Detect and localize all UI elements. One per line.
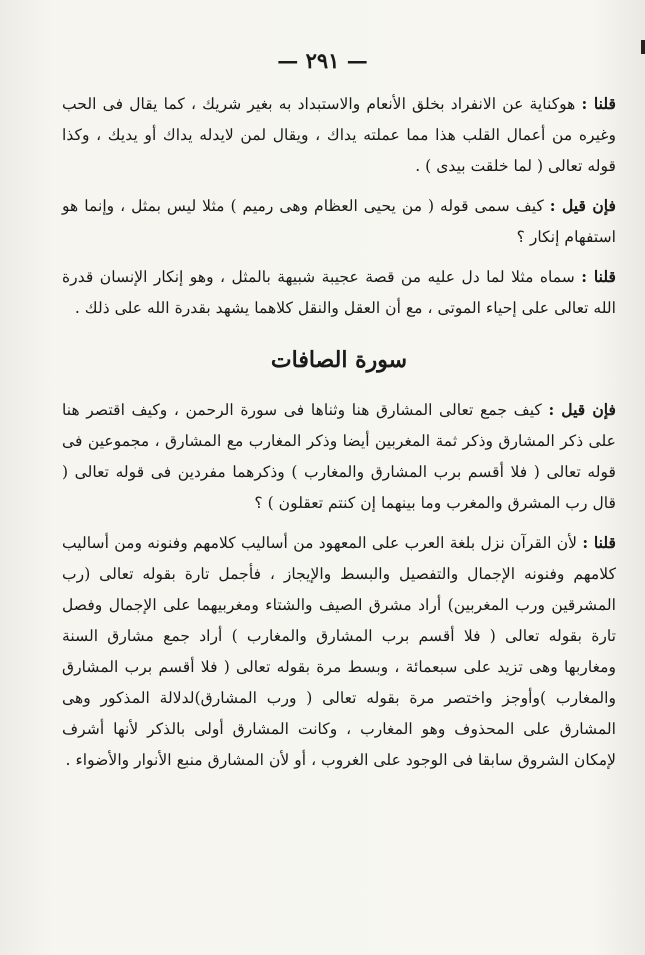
paragraph	[62, 527, 616, 776]
page-number: — ٢٩١ —	[277, 48, 368, 73]
paragraph-lead: فإن قيل :	[548, 400, 616, 419]
paragraph-text: لأن القرآن نزل بلغة العرب على المعهود من أساليب كلامهم وفنونه ومن أساليب كلامهم وفنونه الإجمال والتفصيل والبسط والإيجاز ، فأجمل تارة بقوله تعالى (رب المشرقين ورب المغربين) أراد مشرق الصيف والشتاء ومغربيهما على الإجمال وفصل تارة بقوله تعالى ( فلا أقسم برب المشارق والمغارب ) أراد جمع مشارق السنة ومغاربها وهى تزيد على سبعمائة ، وبسط مرة بقوله تعالى ( فلا أقسم برب المشارق والمغارب )وأوجز واختصر مرة بقوله تعالى ( ورب المشارق)لدلالة المذكور وهى المشارق على المحذوف وهو المغارب ، وكانت المشارق أولى بالذكر لأنها أشرف لإمكان الشروق سابقا فى الوجود على الغروب ، أو لأن المشارق منبع الأنوار والأضواء .	[62, 534, 616, 769]
paragraph	[62, 88, 616, 182]
paragraph-lead: قلنا :	[581, 267, 616, 286]
paragraph	[62, 190, 616, 253]
paragraph	[62, 394, 616, 519]
paragraph-lead: قلنا :	[582, 533, 616, 552]
paragraph-lead: قلنا :	[581, 94, 616, 113]
paragraph-text: هوكناية عن الانفراد بخلق الأنعام والاستبداد به بغير شريك ، كما يقال فى الحب وغيره من أعمال القلب هذا مما عملته يداك ، ويقال لمن لايدله يداك أو يديك ، وكذا قوله تعالى ( لما خلقت بيدى ) .	[62, 95, 616, 175]
surah-title: سورة الصافات	[270, 347, 408, 373]
paragraph	[62, 261, 616, 324]
paragraph-lead: فإن قيل :	[549, 196, 616, 215]
paragraph-text: كيف جمع تعالى المشارق هنا وثناها فى سورة الرحمن ، وكيف اقتصر هنا على ذكر المشارق وذكر ثمة المغربين أيضا وذكر المغارب مع المشارق ، مجموعين فى قوله تعالى ( فلا أقسم برب المشارق والمغارب ) وذكرهما مفردين فى قوله تعالى ( قال رب المشرق والمغرب وما بينهما إن كنتم تعقلون ) ؟	[62, 401, 616, 512]
page-body	[62, 88, 616, 784]
paragraph-text: كيف سمى قوله ( من يحيى العظام وهى رميم ) مثلا ليس بمثل ، وإنما هو استفهام إنكار ؟	[62, 197, 616, 246]
paragraph-text: سماه مثلا لما دل عليه من قصة عجيبة شبيهة بالمثل ، وهو إنكار الإنسان قدرة الله تعالى على إحياء الموتى ، مع أن العقل والنقل كلاهما يشهد بقدرة الله على ذلك .	[62, 268, 616, 317]
